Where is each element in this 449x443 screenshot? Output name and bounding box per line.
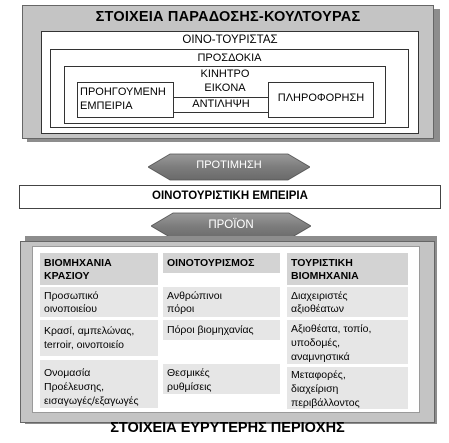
col3-cell3-line1: Μεταφορές, (291, 369, 346, 381)
col2-cell2-line1: Πόροι βιομηχανίας (167, 324, 254, 336)
experience-bar-label: ΟΙΝΟΤΟΥΡΙΣΤΙΚΗ ΕΜΠΕΙΡΙΑ (152, 190, 308, 202)
proion-label: ΠΡΟΪΟΝ (208, 219, 254, 231)
antilipsi-label: ΑΝΤΙΛΗΨΗ (192, 98, 250, 110)
col3-cell2-line1: Αξιοθέατα, τοπίο, (291, 323, 372, 335)
proigoumeni-label-line1: ΠΡΟΗΓΟΥΜΕΝΗ (80, 86, 166, 98)
col3-cell3-line3: περιβάλλοντος (291, 397, 360, 409)
prosdokia-label: ΠΡΟΣΔΟΚΙΑ (197, 52, 262, 64)
col1-cell2-line1: Κρασί, αμπελώνας, (44, 325, 135, 337)
col3-header-line2: ΒΙΟΜΗΧΑΝΙΑ (291, 270, 359, 282)
col1-cell3-line2: Προέλευσης, (44, 381, 105, 393)
col1-header-line2: ΚΡΑΣΙΟΥ (44, 270, 90, 282)
col2-cell1-line2: πόροι (167, 303, 195, 315)
col3-cell1-line1: Διαχειριστές (291, 290, 348, 302)
col2-cell3-line2: ρυθμίσεις (167, 381, 212, 393)
col3-cell3-line2: διαχείριση (291, 383, 339, 395)
bottom-frame-title: ΣΤΟΙΧΕΙΑ ΕΥΡΥΤΕΡΗΣ ΠΕΡΙΟΧΗΣ (110, 420, 345, 436)
protimisi-label: ΠΡΟΤΙΜΗΣΗ (196, 159, 262, 171)
col2-header-line1: ΟΙΝΟΤΟΥΡΙΣΜΟΣ (167, 257, 255, 269)
col3-cell2-line2: υποδομές, (291, 337, 341, 349)
col1-header-line1: ΒΙΟΜΗΧΑΝΙΑ (44, 257, 112, 269)
col1-cell1-line1: Προσωπικό (44, 290, 99, 302)
oinotouristas-label: ΟΙΝΟ-ΤΟΥΡΙΣΤΑΣ (182, 34, 278, 46)
col3-header-line1: ΤΟΥΡΙΣΤΙΚΗ (291, 257, 353, 269)
col1-cell3-line3: εισαγωγές/εξαγωγές (44, 395, 139, 407)
col1-cell2-line2: terroir, οινοποιείο (44, 339, 124, 351)
kinitro-label: ΚΙΝΗΤΡΟ (200, 68, 250, 80)
col3-cell2-line3: αναμνηστικά (291, 351, 350, 363)
col1-cell3-line1: Ονομασία (44, 367, 91, 379)
col2-cell3-line1: Θεσμικές (167, 367, 210, 379)
col1-cell1-line2: οινοποιείου (44, 303, 97, 315)
top-frame-title: ΣΤΟΙΧΕΙΑ ΠΑΡΑΔΟΣΗΣ-ΚΟΥΛΤΟΥΡΑΣ (95, 9, 361, 25)
col3-cell1-line2: αξιοθέατων (291, 303, 344, 315)
proigoumeni-label-line2: ΕΜΠΕΙΡΙΑ (80, 100, 133, 112)
eikona-label: ΕΙΚΟΝΑ (204, 82, 246, 94)
pliroforisi-label: ΠΛΗΡΟΦΟΡΗΣΗ (277, 92, 365, 104)
col2-cell1-line1: Ανθρώπινοι (167, 290, 222, 302)
